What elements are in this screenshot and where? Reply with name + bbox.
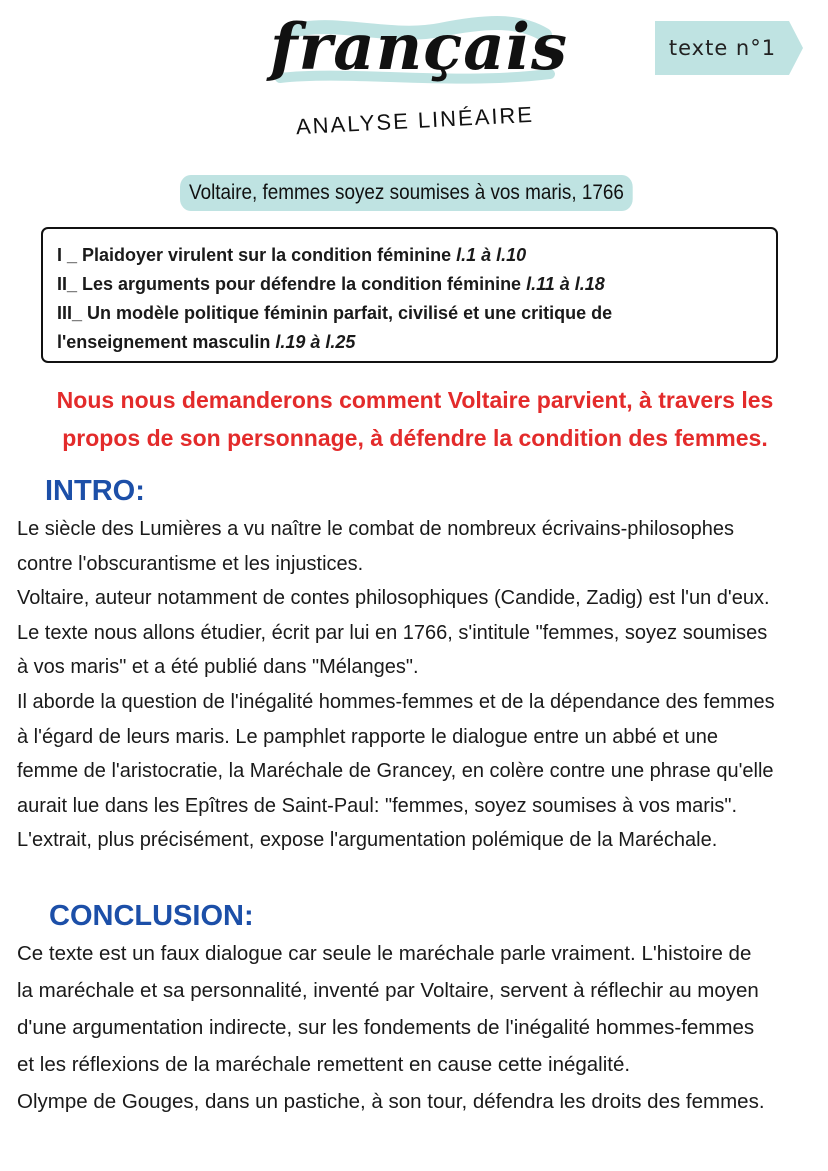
intro-line: Le texte nous allons étudier, écrit par lui en 1766, s'intitule "femmes, soyez soumises: [17, 621, 768, 644]
page-subtitle: ANALYSE LINÉAIRE: [295, 101, 535, 140]
source-reference: Voltaire, femmes soyez soumises à vos maris, 1766: [180, 175, 633, 211]
conclusion-paragraph: [17, 935, 817, 1120]
text-number-tag: [655, 21, 803, 75]
plan-box: [41, 227, 778, 363]
intro-line: aurait lue dans les Epîtres de Saint-Paul: "femmes, soyez soumises à vos maris".: [17, 794, 738, 817]
plan-item: [57, 270, 762, 299]
conclusion-line: Olympe de Gouges, dans un pastiche, à son tour, défendra les droits des femmes.: [17, 1090, 765, 1113]
plan-item: [57, 299, 762, 328]
intro-line: Voltaire, auteur notamment de contes philosophiques (Candide, Zadig) est l'un d'eux.: [17, 587, 770, 610]
plan-item-text: I _ Plaidoyer virulent sur la condition féminine: [57, 245, 457, 265]
intro-paragraph: [17, 512, 817, 858]
page-header: [0, 0, 828, 160]
tag-label: texte n°1: [668, 36, 777, 60]
conclusion-line: d'une argumentation indirecte, sur les fondements de l'inégalité hommes-femmes: [17, 1016, 755, 1039]
intro-line: femme de l'aristocratie, la Maréchale de Grancey, en colère contre une phrase qu'elle: [17, 760, 774, 783]
plan-item: [57, 241, 762, 270]
plan-item: [57, 328, 762, 357]
problematique-line: Nous nous demanderons comment Voltaire parvient, à travers les: [56, 387, 774, 413]
intro-line: à l'égard de leurs maris. Le pamphlet rapporte le dialogue entre un abbé et une: [17, 725, 718, 748]
conclusion-heading: CONCLUSION:: [49, 900, 254, 932]
intro-heading: INTRO:: [45, 475, 145, 507]
conclusion-line: Ce texte est un faux dialogue car seule le maréchale parle vraiment. L'histoire de: [17, 942, 752, 965]
problematique: [40, 381, 790, 457]
conclusion-line: et les réflexions de la maréchale remettent en cause cette inégalité.: [17, 1053, 631, 1076]
plan-item-text: II_ Les arguments pour défendre la condition féminine: [57, 274, 527, 294]
intro-line: Le siècle des Lumières a vu naître le combat de nombreux écrivains-philosophes: [17, 518, 735, 540]
intro-line: à vos maris" et a été publié dans "Mélanges".: [17, 656, 419, 679]
plan-item-text: l'enseignement masculin: [57, 332, 276, 352]
intro-line: L'extrait, plus précisément, expose l'argumentation polémique de la Maréchale.: [17, 829, 718, 852]
intro-line: Il aborde la question de l'inégalité hommes-femmes et de la dépendance des femmes: [17, 690, 775, 713]
plan-item-lines: l.11 à l.18: [526, 274, 605, 294]
conclusion-line: la maréchale et sa personnalité, inventé par Voltaire, servent à réflechir au moyen: [17, 979, 759, 1002]
problematique-line: propos de son personnage, à défendre la condition des femmes.: [62, 425, 768, 451]
title-block: [270, 0, 569, 110]
plan-item-lines: l.19 à l.25: [275, 332, 356, 352]
plan-item-lines: l.1 à l.10: [456, 245, 527, 265]
page-title: français: [270, 10, 569, 85]
plan-item-text: III_ Un modèle politique féminin parfait, civilisé et une critique de: [57, 303, 613, 323]
intro-line: contre l'obscurantisme et les injustices.: [17, 552, 364, 575]
